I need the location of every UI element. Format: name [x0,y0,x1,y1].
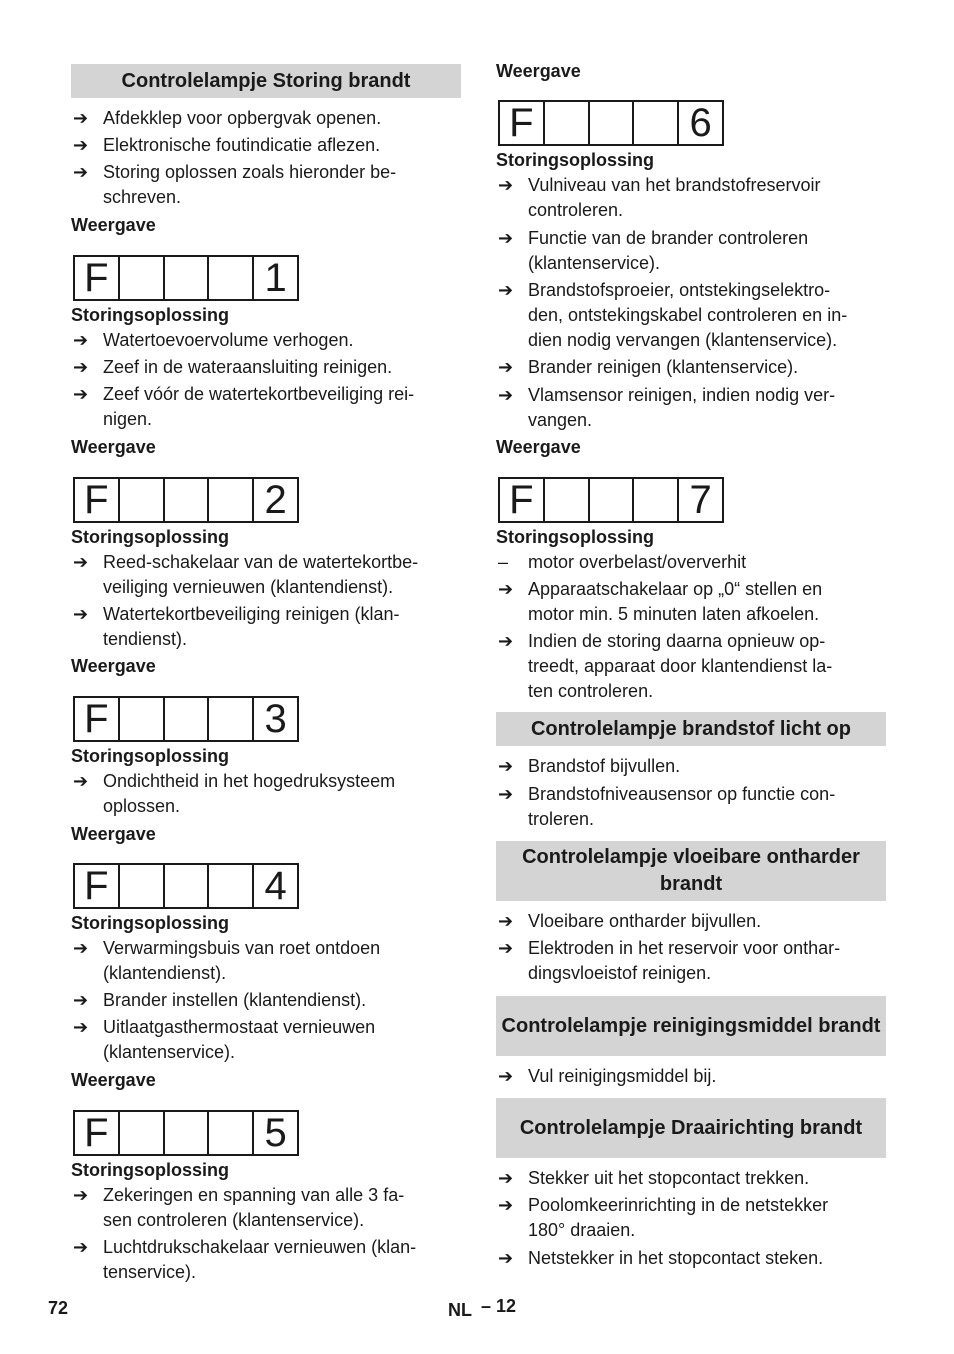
solution-label: Storingsoplossing [71,527,230,547]
list-item: ➔ Uitlaatgasthermostaat vernieuwen (klantenservice). [73,1017,376,1062]
display-cell: 2 [264,478,287,522]
list-item: ➔ Zeef vóór de watertekortbeveiliging rei- nigen. [73,384,415,429]
display-label: Weergave [71,215,156,235]
arrow-right-icon: ➔ [73,135,89,155]
display-cell [120,698,165,740]
arrow-right-icon: ➔ [73,990,89,1010]
display-cell [209,1112,254,1154]
arrow-right-icon: ➔ [498,938,514,958]
section-heading-draairichting: Controlelampje Draairichting brandt [496,1098,886,1158]
display-cell [120,257,165,299]
display-cell [120,479,165,521]
solution-label: Storingsoplossing [496,150,655,170]
error-display-f6 [498,100,724,146]
display-cell [120,1112,165,1154]
list-item: ➔ Luchtdrukschakelaar vernieuwen (klan- tenservice). [73,1237,417,1282]
solution-label: Storingsoplossing [496,527,655,547]
arrow-right-icon: ➔ [498,579,514,599]
error-display-f2 [73,477,299,523]
display-cell [590,479,635,521]
arrow-right-icon: ➔ [73,357,89,377]
arrow-right-icon: ➔ [73,1237,89,1257]
list-item: ➔ Netstekker in het stopcontact steken. [496,1246,886,1271]
list-item: ➔ Vul reinigingsmiddel bij. [496,1064,886,1089]
arrow-right-icon: ➔ [73,771,89,791]
display-cell: F [75,479,120,521]
section-heading-storing: Controlelampje Storing brandt [71,64,461,98]
display-cell [209,698,254,740]
arrow-right-icon: ➔ [73,1185,89,1205]
display-cell [209,257,254,299]
display-cell [590,102,635,144]
list-item: ➔ Ondichtheid in het hogedruksysteem oplossen. [73,771,396,816]
footer-language-page: – 12 [481,1296,517,1316]
list-item: ➔ Elektroden in het reservoir voor onthar- dingsvloeistof reinigen. [498,938,841,983]
display-label: Weergave [71,656,156,676]
list-item: ➔ Apparaatschakelaar op „0“ stellen en motor min. 5 minuten laten afkoelen. [498,579,823,624]
list-item: ➔ Vlamsensor reinigen, indien nodig ver- vangen. [498,385,836,430]
list-item: ➔ Zekeringen en spanning van alle 3 fa- sen controleren (klantenservice). [73,1185,405,1230]
list-item: ➔ Poolomkeerinrichting in de netstekker 180° draaien. [498,1195,829,1240]
display-cell [165,698,210,740]
arrow-right-icon: ➔ [73,604,89,624]
section-heading-reinigingsmiddel: Controlelampje reinigingsmiddel brandt [496,996,886,1056]
list-item: ➔ Elektronische foutindicatie aflezen. [71,133,461,158]
display-cell [545,102,590,144]
list-item: ➔ Vulniveau van het brandstofreservoir controleren. [498,175,821,220]
arrow-right-icon: ➔ [498,228,514,248]
section-heading-ontharder: Controlelampje vloeibare ontharder brandt [496,841,886,901]
arrow-right-icon: ➔ [498,1248,514,1268]
list-item: ➔ Afdekklep voor opbergvak openen. [71,106,461,131]
list-item: ➔ Stekker uit het stopcontact trekken. [496,1166,886,1191]
solution-label: Storingsoplossing [71,305,230,325]
display-cell: F [500,479,545,521]
solution-label: Storingsoplossing [71,913,230,933]
display-label: Weergave [71,437,156,457]
list-item: ➔ Brandstof bijvullen. [496,754,886,779]
arrow-right-icon: ➔ [498,280,514,300]
error-display-f5 [73,1110,299,1156]
list-item: ➔ Watertoevoervolume verhogen. [71,328,461,353]
display-label: Weergave [71,1070,156,1090]
display-label: Weergave [496,437,581,457]
arrow-right-icon: ➔ [498,1066,514,1086]
list-item: ➔ Zeef in de wateraansluiting reinigen. [71,355,461,380]
display-cell [209,865,254,907]
list-item: ➔ Verwarmingsbuis van roet ontdoen (klantendienst). [73,938,381,983]
error-display-f7 [498,477,724,523]
list-item: ➔ Brander reinigen (klantenservice). [496,355,886,380]
arrow-right-icon: ➔ [73,162,89,182]
display-cell [165,865,210,907]
list-item: ➔ Brandstofsproeier, ontstekingselektro- den, ontstekingskabel controleren en in- dien nodig vervangen (klantenservice). [498,280,848,350]
arrow-right-icon: ➔ [498,1168,514,1188]
arrow-right-icon: ➔ [498,756,514,776]
arrow-right-icon: ➔ [498,357,514,377]
arrow-right-icon: ➔ [498,1195,514,1215]
display-label: Weergave [71,824,156,844]
arrow-right-icon: ➔ [498,631,514,651]
display-cell: 4 [264,864,287,908]
error-display-f3 [73,696,299,742]
display-cell [165,1112,210,1154]
display-cell [165,479,210,521]
list-item: ➔ Reed-schakelaar van de watertekortbe- veiliging vernieuwen (klantendienst). [73,552,419,597]
list-item-dash: – motor overbelast/oververhit [496,550,886,575]
arrow-right-icon: ➔ [73,938,89,958]
display-cell: 7 [689,478,712,522]
list-item: ➔ Vloeibare ontharder bijvullen. [496,909,886,934]
footer-language: NL [448,1300,472,1320]
list-item: ➔ Storing oplossen zoals hieronder be- schreven. [73,162,397,207]
error-display-f1 [73,255,299,301]
list-item: ➔ Brandstofniveausensor op functie con- troleren. [498,784,836,829]
display-cell [165,257,210,299]
display-cell: 3 [264,697,287,741]
display-cell: 6 [689,101,712,145]
page-number: 72 [48,1298,69,1318]
display-cell [634,479,679,521]
display-cell [545,479,590,521]
display-cell: F [75,1112,120,1154]
list-item: ➔ Functie van de brander controleren (klantenservice). [498,228,809,273]
display-cell [634,102,679,144]
display-cell [120,865,165,907]
arrow-right-icon: ➔ [73,330,89,350]
dash-icon: – [498,552,509,572]
error-display-f4 [73,863,299,909]
display-cell: F [75,865,120,907]
display-cell: 1 [264,256,287,300]
arrow-right-icon: ➔ [73,1017,89,1037]
arrow-right-icon: ➔ [73,384,89,404]
arrow-right-icon: ➔ [498,385,514,405]
display-cell: F [500,102,545,144]
solution-label: Storingsoplossing [71,1160,230,1180]
arrow-right-icon: ➔ [498,175,514,195]
arrow-right-icon: ➔ [498,911,514,931]
display-cell: 5 [264,1111,287,1155]
arrow-right-icon: ➔ [498,784,514,804]
display-label: Weergave [496,61,581,81]
display-cell [209,479,254,521]
display-cell: F [75,698,120,740]
list-item: ➔ Brander instellen (klantendienst). [71,988,461,1013]
section-heading-brandstof: Controlelampje brandstof licht op [496,712,886,746]
arrow-right-icon: ➔ [73,552,89,572]
list-item: ➔ Indien de storing daarna opnieuw op- treedt, apparaat door klantendienst la- ten controleren. [498,631,833,701]
display-cell: F [75,257,120,299]
list-item: ➔ Watertekortbeveiliging reinigen (klan- tendienst). [73,604,400,649]
solution-label: Storingsoplossing [71,746,230,766]
arrow-right-icon: ➔ [73,108,89,128]
